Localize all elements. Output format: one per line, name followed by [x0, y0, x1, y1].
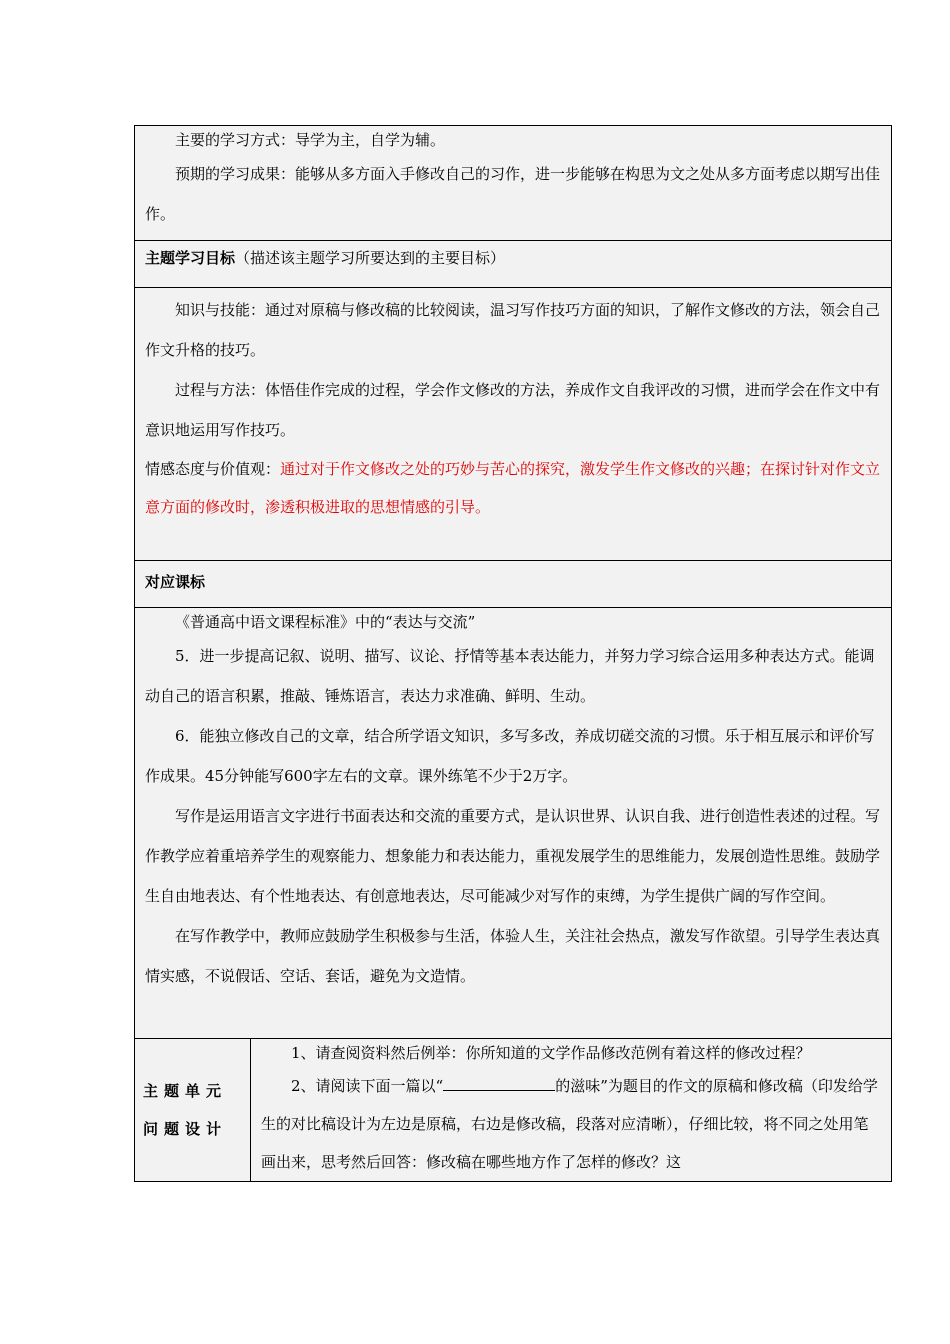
question-1: 1、请查阅资料然后例举：你所知道的文学作品修改范例有着这样的修改过程？ — [291, 1044, 811, 1062]
question-design-label: 主题单元问题设计 — [143, 1082, 228, 1138]
writing-definition-text: 写作是运用语言文字进行书面表达和交流的重要方式，是认识世界、认识自我、进行创造性表述的过程。写作教学应着重培养学生的观察能力、想象能力和表达能力，重视发展学生的思维能力，发展创造性思维。鼓励学生自由地表达、有个性地表达、有创意地表达，尽可能减少对写作的束缚，为学生提供广阔的写作空间。 — [145, 807, 881, 905]
expected-outcome-text: 预期的学习成果：能够从多方面入手修改自己的习作，进一步能够在构思为文之处从多方面考虑以期写出佳作。 — [145, 165, 881, 223]
knowledge-skill-text: 知识与技能：通过对原稿与修改稿的比较阅读，温习写作技巧方面的知识，了解作文修改的方法，领会自己作文升格的技巧。 — [145, 301, 881, 359]
standard-source-text: 《普通高中语文课程标准》中的“表达与交流” — [175, 613, 476, 631]
goals-heading-row — [135, 241, 892, 288]
learning-mode-text: 主要的学习方式：导学为主，自学为辅。 — [175, 131, 446, 149]
standards-body-row — [135, 608, 892, 1039]
standard-item-6: 6．能独立修改自己的文章，结合所学语文知识，多写多改，养成切磋交流的习惯。乐于相互展示和评价写作成果。45分钟能写600字左右的文章。课外练笔不少于2万字。 — [145, 727, 875, 785]
attitude-label: 情感态度与价值观： — [145, 460, 281, 478]
writing-teaching-text: 在写作教学中，教师应鼓励学生积极参与生活，体验人生，关注社会热点，激发写作欲望。引导学生表达真情实感，不说假话、空话、套话，避免为文造情。 — [145, 927, 881, 985]
learning-mode-row — [135, 126, 892, 241]
process-method-text: 过程与方法：体悟佳作完成的过程，学会作文修改的方法，养成作文自我评改的习惯，进而学会在作文中有意识地运用写作技巧。 — [145, 381, 881, 439]
goals-body-row — [135, 288, 892, 561]
standard-item-5: 5．进一步提高记叙、说明、描写、议论、抒情等基本表达能力，并努力学习综合运用多种表达方式。能调动自己的语言积累，推敲、锤炼语言，表达力求准确、鲜明、生动。 — [145, 647, 875, 705]
question-design-row — [135, 1039, 892, 1182]
goals-heading: 主题学习目标 — [145, 249, 236, 267]
standards-heading: 对应课标 — [145, 573, 206, 591]
question-2: 2、请阅读下面一篇以“ 的滋味”为题目的作文的原稿和修改稿（印发给学生的对比稿设计为左边是原稿，右边是修改稿，段落对应清晰），仔细比较，将不同之处用笔画出来，思考然后回答：修改稿在哪些地方作了怎样的修改？这 — [261, 1067, 881, 1181]
attitude-values-text — [145, 450, 881, 526]
attitude-red-text: 通过对于作文修改之处的巧妙与苦心的探究，激发学生作文修改的兴趣；在探讨针对作文立意方面的修改时，渗透积极进取的思想情感的引导。 — [145, 460, 881, 516]
lesson-plan-table — [134, 125, 892, 1182]
standards-heading-row — [135, 561, 892, 608]
goals-heading-desc: （描述该主题学习所要达到的主要目标） — [235, 249, 506, 267]
title-blank — [443, 1074, 555, 1091]
